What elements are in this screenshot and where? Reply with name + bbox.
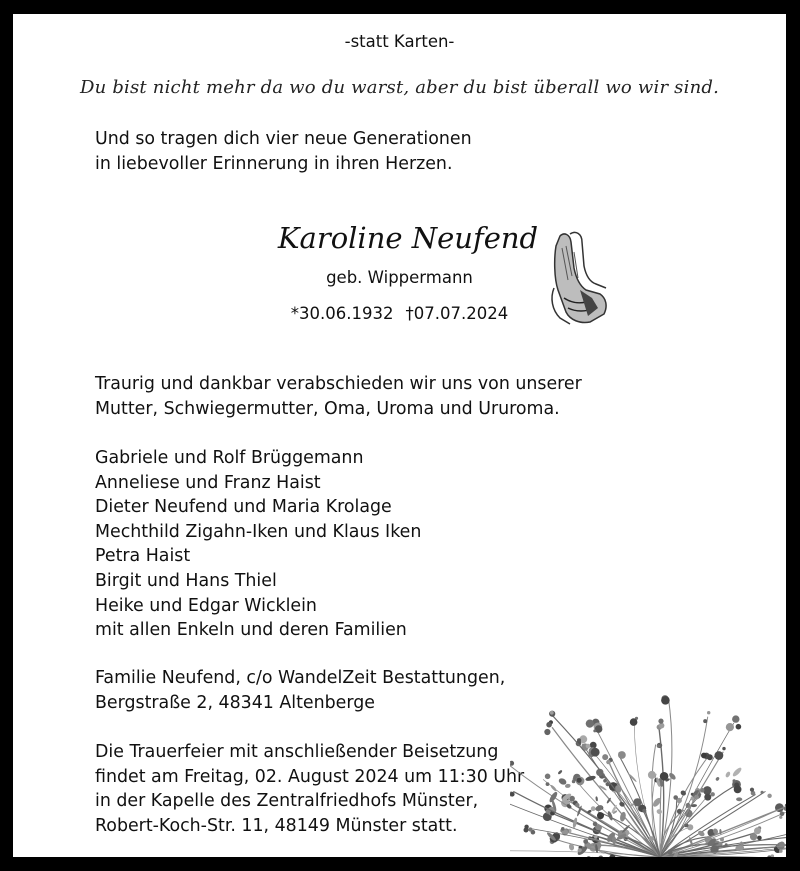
deceased-name: Karoline Neufend [277,221,539,255]
praying-hands-icon [540,228,617,328]
intro-text [95,127,472,176]
header-text: -statt Karten- [344,32,455,51]
mourner-item: Anneliese und Franz Haist [95,472,321,493]
death-date: †07.07.2024 [405,304,509,323]
mourner-item: Mechthild Zigahn-Iken und Klaus Iken [95,521,422,542]
quote-text: Du bist nicht mehr da wo du warst, aber du bist überall wo wir sind. [79,77,720,98]
maiden-name: geb. Wippermann [326,268,473,287]
birth-date: *30.06.1932 [290,304,394,323]
address-text [95,666,505,715]
funeral-line: findet am Freitag, 02. August 2024 um 11:30 Uhr [95,766,525,787]
life-dates [13,302,786,327]
mourner-item: Gabriele und Rolf Brüggemann [95,448,364,468]
mourner-item: mit allen Enkeln und deren Familien [95,620,407,641]
funeral-info [95,740,524,838]
mourner-item: Dieter Neufend und Maria Krolage [95,497,392,518]
mourner-item: Petra Haist [95,546,191,567]
address-line: Familie Neufend, c/o WandelZeit Bestattungen, [95,668,506,688]
farewell-text [95,372,582,421]
address-line: Bergstraße 2, 48341 Altenberge [95,692,375,713]
funeral-line: Robert-Koch-Str. 11, 48149 Münster statt. [95,815,458,836]
funeral-line: Die Trauerfeier mit anschließender Beisetzung [95,742,499,762]
obituary-card [13,14,786,857]
funeral-line: in der Kapelle des Zentralfriedhofs Münster, [95,791,479,812]
flower-bouquet-image [510,682,786,857]
mourner-item: Heike und Edgar Wicklein [95,595,317,616]
farewell-line: Traurig und dankbar verabschieden wir uns von unserer [95,374,582,394]
intro-line: Und so tragen dich vier neue Generationen [95,129,472,149]
mourner-item: Birgit und Hans Thiel [95,570,277,591]
farewell-line: Mutter, Schwiegermutter, Oma, Uroma und Ururoma. [95,398,560,419]
intro-line: in liebevoller Erinnerung in ihren Herzen. [95,153,453,174]
mourners-list [95,446,421,643]
